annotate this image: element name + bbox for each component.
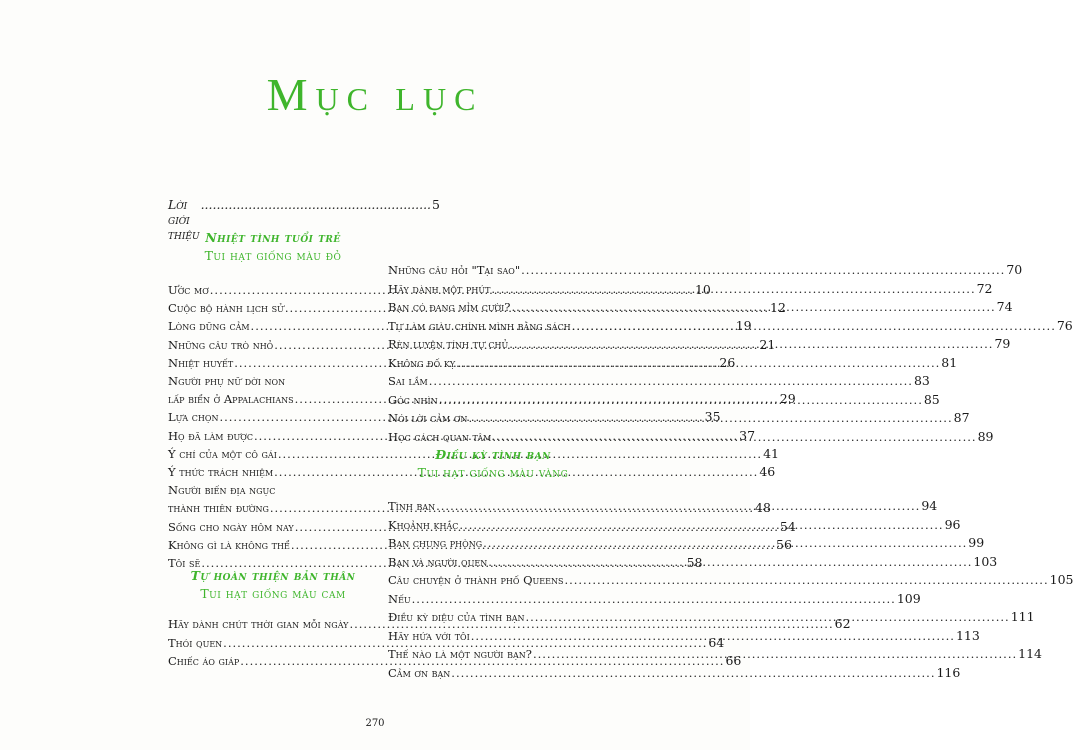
dot-leader	[483, 535, 967, 551]
toc-entry-page: 96	[944, 516, 961, 532]
toc-entry-label: Thế nào là một người bạn?	[388, 647, 532, 661]
dot-leader	[491, 281, 975, 297]
toc-entry-page: 105	[1049, 572, 1073, 587]
dot-leader	[468, 410, 952, 426]
toc-entry-page: 26	[719, 354, 736, 370]
dot-leader	[564, 572, 1048, 588]
toc-entry-label: Rèn luyện tính tự chủ	[388, 337, 509, 351]
toc-entry-label: lấp biển ở Appalachians	[168, 392, 294, 407]
section-title: Tự hoàn thiện bản thân	[190, 568, 356, 583]
section-title: Điều kỳ tình bạn	[435, 447, 551, 462]
dot-leader	[533, 646, 1017, 662]
toc-entry	[388, 262, 1023, 278]
toc-entry-page: 103	[973, 553, 998, 569]
toc-entry-label: Ý thức trách nhiệm	[168, 465, 274, 479]
toc-entry-page: 58	[686, 555, 703, 570]
toc-entry-label: Chiếc áo giáp	[168, 654, 240, 668]
toc-entry-page: 35	[704, 409, 721, 425]
toc-entry-label: Nếu	[388, 591, 411, 606]
toc-entry-page: 81	[941, 354, 958, 370]
dot-leader	[429, 373, 913, 389]
toc-entry-label: Điều kỳ diệu của tình bạn	[388, 610, 525, 624]
toc-entry-label: Cảm ơn bạn	[388, 665, 451, 680]
toc-entry-label: Câu chuyện ở thành phố Queens	[388, 573, 564, 587]
page-number: 270	[365, 718, 385, 729]
toc-entry-label: Không gì là không thể	[168, 537, 290, 552]
toc-entry-label: Những câu trò nhỏ	[168, 337, 274, 352]
toc-entry-label: Ý chí của một cô gái	[168, 446, 277, 461]
toc-entry	[388, 590, 921, 607]
toc-entry-page: 89	[977, 428, 994, 444]
toc-entry-label: Bạn và người quen	[388, 554, 488, 569]
dot-leader	[456, 355, 940, 371]
dot-leader	[439, 392, 923, 408]
toc-entry-label: thành thiên đường	[168, 501, 269, 516]
toc-entry-page: 12	[770, 300, 786, 316]
page-title: Mục lục	[266, 69, 484, 120]
toc-entry-page: 41	[763, 445, 779, 461]
toc-entry-label: Lòng dũng cảm	[168, 319, 250, 334]
toc-entry-line	[168, 373, 376, 389]
toc-entry-page: 56	[776, 536, 792, 552]
toc-entry-label: Tôi sẽ	[168, 556, 201, 570]
toc-entry-label: Tự làm giàu chính mình bằng sách	[388, 318, 571, 333]
dot-leader	[451, 665, 935, 681]
toc-entry-line	[168, 482, 376, 498]
toc-entry-page: 46	[759, 464, 776, 479]
toc-entry-page: 109	[896, 590, 921, 606]
toc-entry-label: Nhiệt huyết	[168, 355, 234, 370]
toc-entry-page: 64	[708, 634, 725, 650]
section-title: Nhiệt tình tuổi trẻ	[205, 230, 341, 245]
dot-leader	[488, 554, 972, 570]
section-subtitle: Tui hạt giống màu vàng	[417, 465, 569, 480]
toc-entry-label: Bạn có đang mỉm cười?	[388, 300, 511, 314]
section-heading-1	[168, 229, 378, 265]
toc-entry-label: Những câu hỏi "Tại sao"	[388, 263, 521, 277]
dot-leader	[459, 517, 943, 533]
toc-entry-label: Góc nhìn	[388, 392, 438, 407]
dot-leader	[526, 609, 1010, 625]
toc-entry-label: Thói quen	[168, 635, 223, 650]
toc-entry-page: 114	[1018, 646, 1042, 661]
toc-entry-page: 37	[739, 427, 756, 443]
toc-entry-page: 54	[779, 518, 796, 534]
toc-entry-page: 99	[968, 535, 985, 550]
dot-leader	[511, 299, 995, 315]
toc-entry-label: Hãy dành một phút	[388, 281, 491, 296]
dot-leader	[509, 336, 993, 352]
toc-entry	[388, 572, 1073, 588]
toc-entry-label: Lời giới thiệu	[168, 197, 200, 242]
toc-entry-page: 5	[432, 197, 440, 212]
toc-entry-page: 10	[694, 282, 711, 297]
dot-leader	[492, 429, 976, 445]
dot-leader	[471, 628, 955, 644]
dot-leader	[572, 318, 1056, 334]
dot-leader	[521, 262, 1005, 278]
toc-entry-page: 62	[834, 616, 851, 631]
toc-entry-label: Học cách quan tâm	[388, 429, 492, 444]
section-heading-3	[388, 446, 598, 482]
toc-entry-page: 113	[955, 627, 980, 643]
toc-entry-label: Sống cho ngày hôm nay	[168, 519, 294, 534]
toc-entry-page: 76	[1056, 317, 1073, 333]
toc-entry	[388, 373, 930, 389]
toc-entry-label: Khoảnh khắc	[388, 517, 459, 532]
toc-entry-label: Cuộc bộ hành lịch sử	[168, 301, 284, 316]
dot-leader: ..........................................................	[200, 197, 432, 212]
toc-entry-page: 74	[996, 299, 1013, 314]
toc-entry-page: 66	[725, 653, 742, 668]
toc-entry-page: 29	[779, 391, 796, 407]
dot-leader	[436, 498, 920, 514]
toc-entry-page: 83	[913, 373, 930, 388]
toc-entry-label: Tình bạn	[388, 499, 436, 513]
toc-entry-label: Người biến địa ngục	[168, 483, 276, 498]
toc-entry-page: 94	[921, 498, 938, 513]
toc-entry-label: Không đố kỵ	[388, 355, 456, 370]
toc-entry-page: 111	[1010, 609, 1035, 624]
toc-entry-label: Người phụ nữ dời non	[168, 374, 286, 388]
toc-entry-label: Sai lầm	[388, 374, 428, 388]
toc-entry-label: Hãy dành chút thời gian mỗi ngày	[168, 617, 349, 631]
toc-entry-page: 85	[923, 391, 940, 407]
toc-entry-page: 87	[953, 410, 970, 425]
toc-entry-label: Hãy hứa với tôi	[388, 628, 470, 643]
toc-entry-label: Bạn chung phòng	[388, 536, 483, 550]
toc-entry	[388, 664, 961, 681]
toc-entry-page: 72	[976, 280, 993, 296]
toc-entry-label: Nói lời cảm ơn	[388, 411, 468, 425]
toc-entry-label: Họ đã làm được	[168, 428, 253, 443]
dot-leader	[412, 591, 896, 607]
toc-entry-label: Lựa chọn	[168, 410, 219, 425]
toc-entry-page: 48	[755, 500, 771, 516]
toc-entry-page: 70	[1006, 262, 1023, 277]
toc-entry-page: 116	[936, 664, 961, 680]
toc-entry-page: 21	[759, 336, 776, 352]
toc-entry-page: 19	[735, 318, 752, 334]
section-heading-2	[168, 567, 378, 603]
toc-entry-label: Ước mơ	[168, 283, 209, 297]
section-subtitle: Tui hạt giống màu cam	[200, 586, 346, 601]
toc-entry-page: 79	[994, 336, 1011, 351]
section-subtitle: Tui hạt giống màu đỏ	[204, 248, 342, 263]
